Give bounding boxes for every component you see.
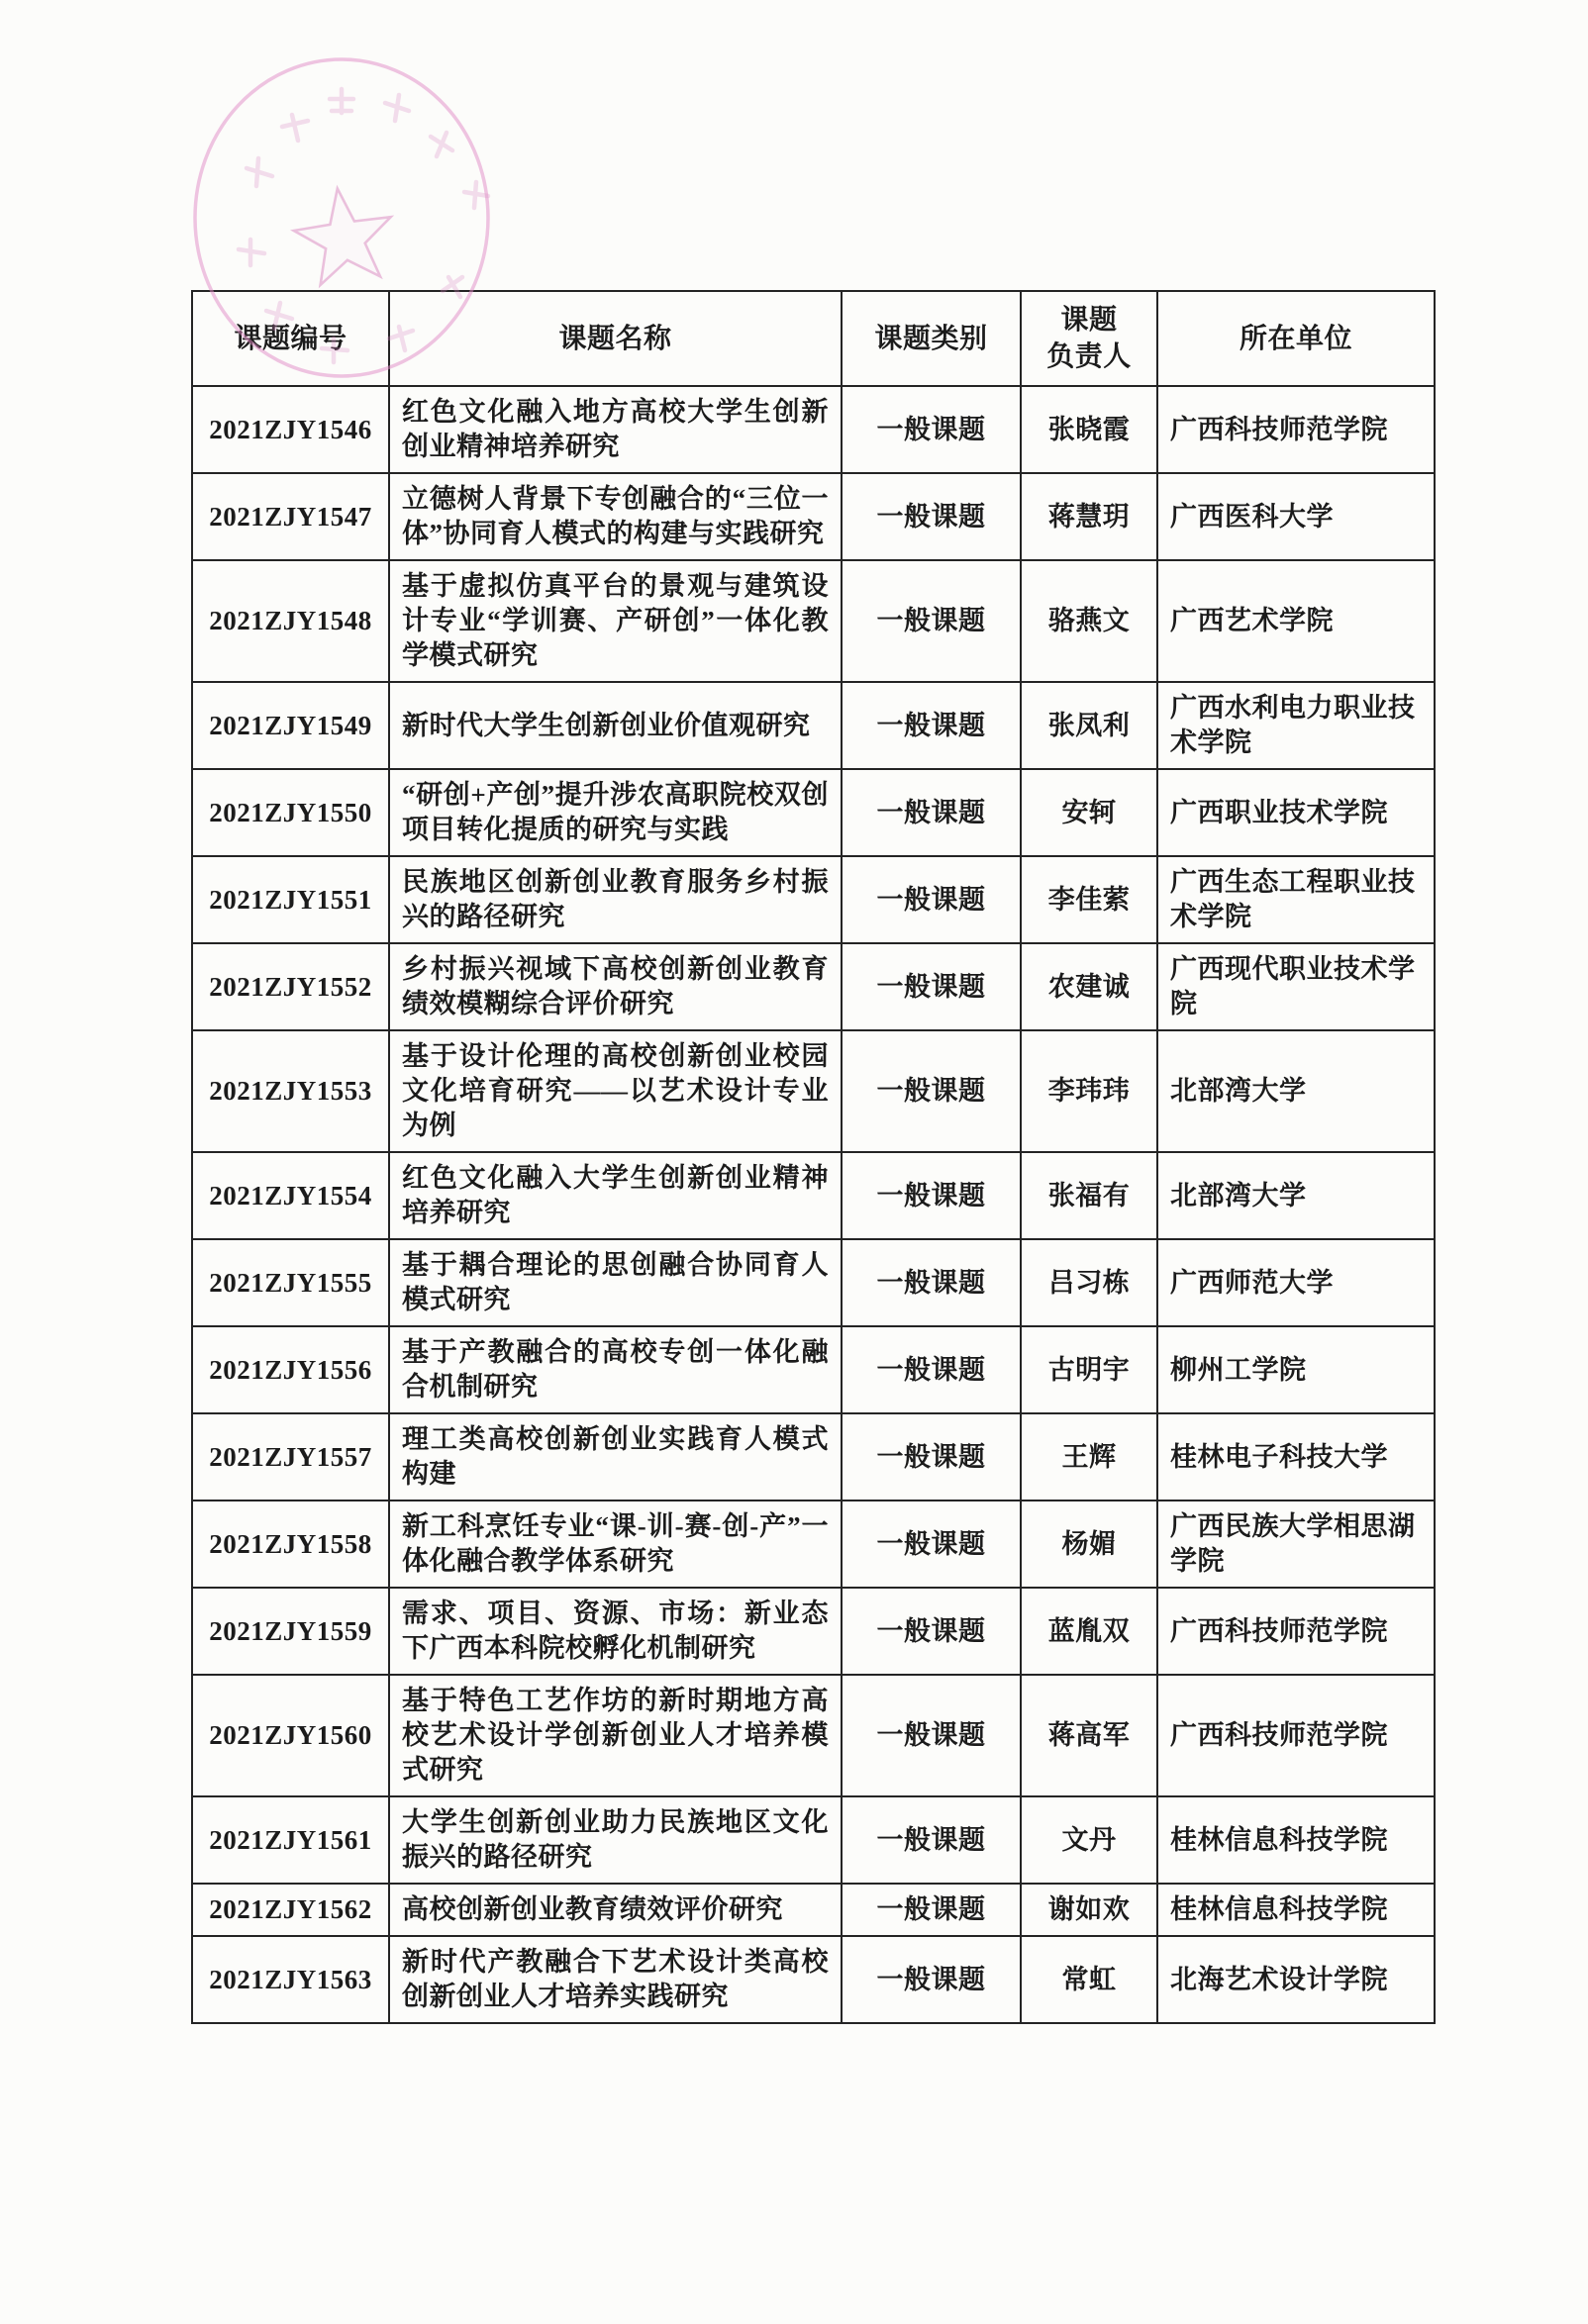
project-category-cell: 一般课题: [842, 1675, 1021, 1796]
project-leader-cell: 张福有: [1021, 1152, 1157, 1239]
project-category-cell: 一般课题: [842, 1030, 1021, 1152]
project-category-cell: 一般课题: [842, 1936, 1021, 2023]
project-leader-cell: 蓝胤双: [1021, 1588, 1157, 1675]
project-name-cell: 新时代大学生创新创业价值观研究: [389, 682, 842, 769]
header-leader-line1: 课题: [1060, 305, 1118, 336]
project-unit-cell: 广西职业技术学院: [1157, 769, 1435, 856]
table-row: [192, 1936, 1435, 2023]
project-id-cell: 2021ZJY1561: [192, 1796, 389, 1884]
project-id-cell: 2021ZJY1559: [192, 1588, 389, 1675]
project-id-cell: 2021ZJY1549: [192, 682, 389, 769]
project-unit-cell: 广西科技师范学院: [1157, 1675, 1435, 1796]
project-category-cell: 一般课题: [842, 386, 1021, 473]
project-name-cell: 高校创新创业教育绩效评价研究: [389, 1884, 842, 1936]
project-category-cell: 一般课题: [842, 943, 1021, 1030]
project-unit-cell: 北部湾大学: [1157, 1152, 1435, 1239]
project-category-cell: 一般课题: [842, 1413, 1021, 1501]
project-id-cell: 2021ZJY1552: [192, 943, 389, 1030]
project-leader-cell: 王辉: [1021, 1413, 1157, 1501]
project-leader-cell: 文丹: [1021, 1796, 1157, 1884]
project-category-cell: 一般课题: [842, 1796, 1021, 1884]
header-project-name: 课题名称: [389, 291, 842, 386]
project-category-cell: 一般课题: [842, 769, 1021, 856]
project-name-cell: 理工类高校创新创业实践育人模式构建: [389, 1413, 842, 1501]
project-name-cell: 民族地区创新创业教育服务乡村振兴的路径研究: [389, 856, 842, 943]
project-id-cell: 2021ZJY1546: [192, 386, 389, 473]
table-row: [192, 682, 1435, 769]
project-id-cell: 2021ZJY1558: [192, 1501, 389, 1588]
project-category-cell: 一般课题: [842, 1239, 1021, 1326]
project-category-cell: 一般课题: [842, 1884, 1021, 1936]
table-row: [192, 473, 1435, 560]
header-project-id: 课题编号: [192, 291, 389, 386]
project-leader-cell: 张晓霞: [1021, 386, 1157, 473]
project-id-cell: 2021ZJY1547: [192, 473, 389, 560]
project-id-cell: 2021ZJY1563: [192, 1936, 389, 2023]
table-row: [192, 1152, 1435, 1239]
project-name-cell: 大学生创新创业助力民族地区文化振兴的路径研究: [389, 1796, 842, 1884]
project-name-cell: 基于设计伦理的高校创新创业校园文化培育研究——以艺术设计专业为例: [389, 1030, 842, 1152]
project-unit-cell: 广西艺术学院: [1157, 560, 1435, 682]
table-row: [192, 1239, 1435, 1326]
table-row: [192, 1884, 1435, 1936]
project-name-cell: 红色文化融入大学生创新创业精神培养研究: [389, 1152, 842, 1239]
table-row: [192, 1413, 1435, 1501]
table-row: [192, 1675, 1435, 1796]
table-row: [192, 1501, 1435, 1588]
project-category-cell: 一般课题: [842, 1152, 1021, 1239]
project-id-cell: 2021ZJY1560: [192, 1675, 389, 1796]
project-unit-cell: 北海艺术设计学院: [1157, 1936, 1435, 2023]
table-row: [192, 560, 1435, 682]
project-id-cell: 2021ZJY1553: [192, 1030, 389, 1152]
project-unit-cell: 广西医科大学: [1157, 473, 1435, 560]
project-leader-cell: 李佳萦: [1021, 856, 1157, 943]
project-id-cell: 2021ZJY1550: [192, 769, 389, 856]
project-name-cell: 基于耦合理论的思创融合协同育人模式研究: [389, 1239, 842, 1326]
project-category-cell: 一般课题: [842, 682, 1021, 769]
project-name-cell: 乡村振兴视域下高校创新创业教育绩效模糊综合评价研究: [389, 943, 842, 1030]
project-unit-cell: 广西现代职业技术学院: [1157, 943, 1435, 1030]
project-id-cell: 2021ZJY1557: [192, 1413, 389, 1501]
project-category-cell: 一般课题: [842, 1326, 1021, 1413]
header-leader-line2: 负责人: [1046, 341, 1132, 372]
table-row: [192, 386, 1435, 473]
project-category-cell: 一般课题: [842, 1501, 1021, 1588]
project-id-cell: 2021ZJY1551: [192, 856, 389, 943]
table-row: [192, 1326, 1435, 1413]
project-name-cell: 需求、项目、资源、市场：新业态下广西本科院校孵化机制研究: [389, 1588, 842, 1675]
project-id-cell: 2021ZJY1555: [192, 1239, 389, 1326]
project-unit-cell: 北部湾大学: [1157, 1030, 1435, 1152]
project-leader-cell: 蒋慧玥: [1021, 473, 1157, 560]
project-name-cell: 新时代产教融合下艺术设计类高校创新创业人才培养实践研究: [389, 1936, 842, 2023]
header-project-leader: [1021, 291, 1157, 386]
project-name-cell: 立德树人背景下专创融合的“三位一体”协同育人模式的构建与实践研究: [389, 473, 842, 560]
header-project-category: 课题类别: [842, 291, 1021, 386]
table-header-row: [192, 291, 1435, 386]
project-leader-cell: 常虹: [1021, 1936, 1157, 2023]
project-leader-cell: 吕习栋: [1021, 1239, 1157, 1326]
project-category-cell: 一般课题: [842, 856, 1021, 943]
project-name-cell: 新工科烹饪专业“课-训-赛-创-产”一体化融合教学体系研究: [389, 1501, 842, 1588]
table-row: [192, 769, 1435, 856]
project-id-cell: 2021ZJY1562: [192, 1884, 389, 1936]
table-row: [192, 1030, 1435, 1152]
table-row: [192, 856, 1435, 943]
project-unit-cell: 广西民族大学相思湖学院: [1157, 1501, 1435, 1588]
project-name-cell: “研创+产创”提升涉农高职院校双创项目转化提质的研究与实践: [389, 769, 842, 856]
project-unit-cell: 广西科技师范学院: [1157, 386, 1435, 473]
project-name-cell: 基于产教融合的高校专创一体化融合机制研究: [389, 1326, 842, 1413]
header-unit: 所在单位: [1157, 291, 1435, 386]
project-category-cell: 一般课题: [842, 1588, 1021, 1675]
project-leader-cell: 农建诚: [1021, 943, 1157, 1030]
project-id-cell: 2021ZJY1554: [192, 1152, 389, 1239]
stamp-star-icon: [294, 189, 391, 285]
project-leader-cell: 蒋高军: [1021, 1675, 1157, 1796]
table-row: [192, 943, 1435, 1030]
table-row: [192, 1796, 1435, 1884]
project-unit-cell: 桂林信息科技学院: [1157, 1796, 1435, 1884]
project-leader-cell: 安轲: [1021, 769, 1157, 856]
project-leader-cell: 骆燕文: [1021, 560, 1157, 682]
project-leader-cell: 杨媚: [1021, 1501, 1157, 1588]
project-unit-cell: 桂林电子科技大学: [1157, 1413, 1435, 1501]
project-unit-cell: 柳州工学院: [1157, 1326, 1435, 1413]
project-approval-table: [191, 290, 1436, 2024]
project-leader-cell: 张凤利: [1021, 682, 1157, 769]
project-category-cell: 一般课题: [842, 473, 1021, 560]
project-name-cell: 红色文化融入地方高校大学生创新创业精神培养研究: [389, 386, 842, 473]
project-id-cell: 2021ZJY1556: [192, 1326, 389, 1413]
project-leader-cell: 谢如欢: [1021, 1884, 1157, 1936]
project-unit-cell: 广西生态工程职业技术学院: [1157, 856, 1435, 943]
project-leader-cell: 李玮玮: [1021, 1030, 1157, 1152]
project-unit-cell: 广西科技师范学院: [1157, 1588, 1435, 1675]
project-name-cell: 基于特色工艺作坊的新时期地方高校艺术设计学创新创业人才培养模式研究: [389, 1675, 842, 1796]
project-unit-cell: 桂林信息科技学院: [1157, 1884, 1435, 1936]
table-row: [192, 1588, 1435, 1675]
project-unit-cell: 广西水利电力职业技术学院: [1157, 682, 1435, 769]
project-name-cell: 基于虚拟仿真平台的景观与建筑设计专业“学训赛、产研创”一体化教学模式研究: [389, 560, 842, 682]
project-unit-cell: 广西师范大学: [1157, 1239, 1435, 1326]
project-leader-cell: 古明宇: [1021, 1326, 1157, 1413]
project-category-cell: 一般课题: [842, 560, 1021, 682]
project-id-cell: 2021ZJY1548: [192, 560, 389, 682]
